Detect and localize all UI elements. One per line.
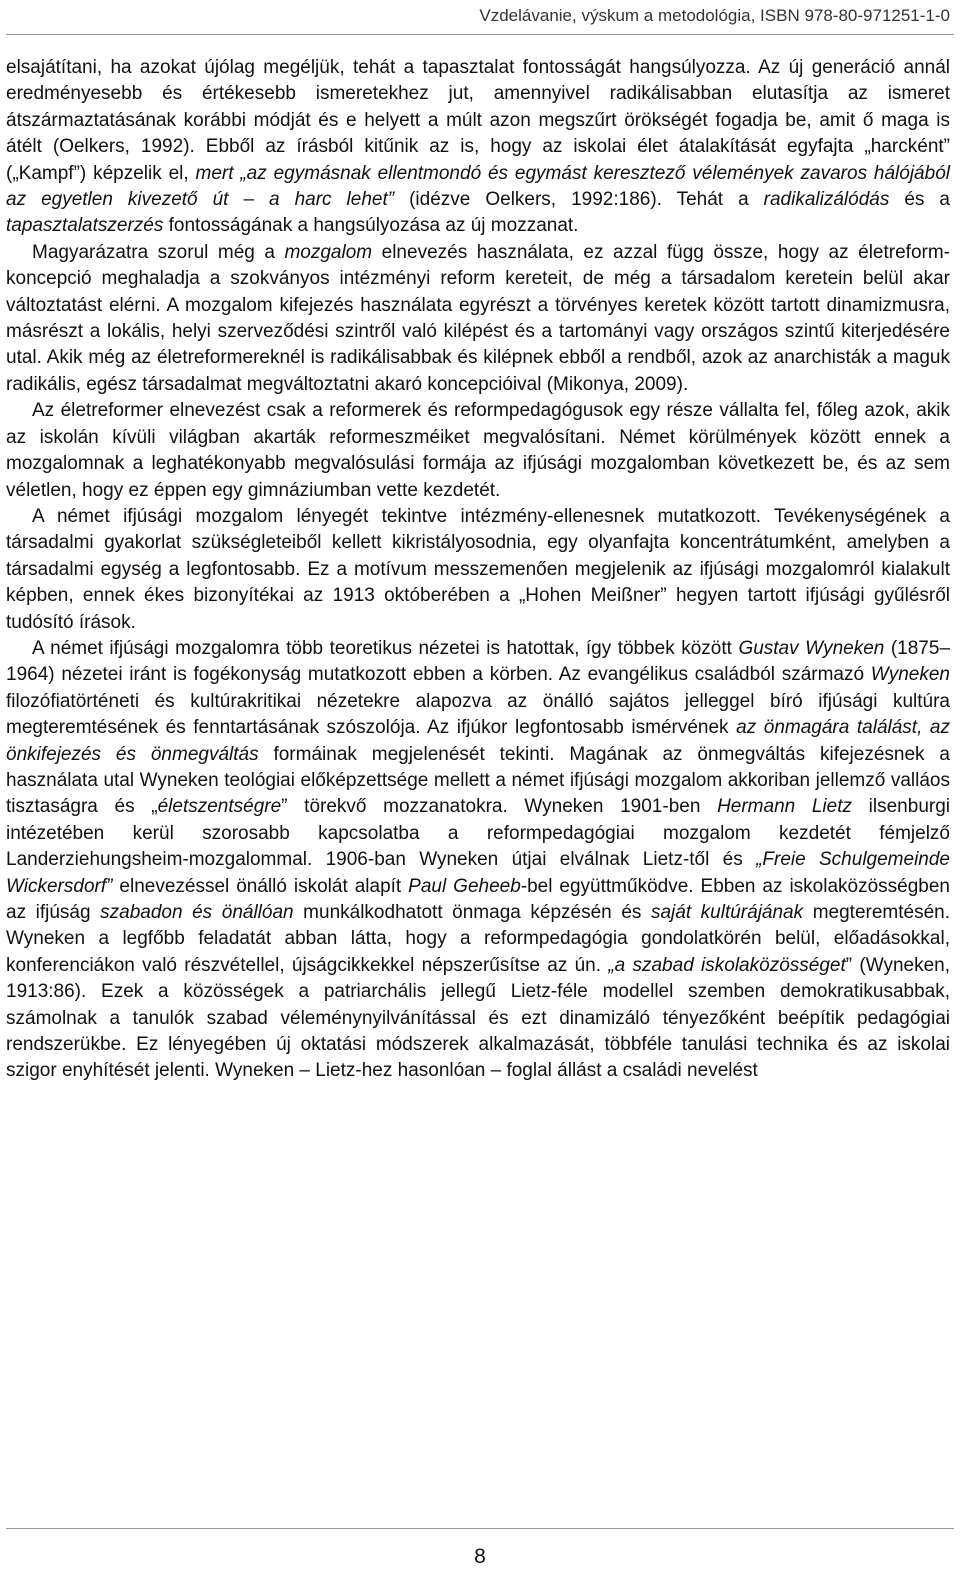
italic-text-run: mert „az egymásnak ellentmondó és egymást keresztező vélemények zavaros hálójából az egyetlen kivezető út – a harc lehet” bbox=[6, 162, 950, 211]
text-run: -bel együttműködve. Ebben az iskolaközösségben az ifjúság bbox=[6, 875, 950, 923]
text-run: ” törekvő mozzanatokra. Wyneken 1901-ben bbox=[281, 796, 718, 818]
italic-text-run: szabadon és önállóan bbox=[100, 902, 294, 923]
text-run: megteremtésén. Wyneken a legfőbb feladatát abban látta, hogy a reformpedagógia gondolatkörén belül, előadásokkal, konferenciákon való részvétellel, újságcikkekkel népszerűsítse az ún. bbox=[6, 902, 950, 976]
italic-text-run: tapasztalatszerzés bbox=[6, 215, 164, 237]
italic-text-run: Hermann Lietz bbox=[717, 796, 853, 818]
italic-text-run: Paul Geheeb bbox=[408, 875, 521, 897]
italic-text-run: életszentségre bbox=[157, 796, 282, 818]
text-run: elnevezéssel önálló iskolát alapít bbox=[112, 875, 409, 897]
italic-text-run: „a szabad iskolaközösséget bbox=[608, 954, 846, 976]
body-paragraph bbox=[6, 504, 950, 636]
italic-text-run: radikalizálódás bbox=[763, 189, 890, 211]
text-run: formáinak megjelenését tekinti. Magának az önmegváltás kifejezésnek a használata utal Wyneken teológiai előképzettsége mellett a német ifjúsági mozgalom akkoriban jellemző valláos tisztaságra és „ bbox=[6, 743, 950, 818]
italic-text-run: az önmagára találást, az önkifejezés és önmegváltás bbox=[6, 717, 950, 765]
text-run: filozófiatörténeti és kultúrakritikai nézetekre alapozva az önálló sajátos jelleggel bíró ifjúsági kultúra megteremtésének és fenntartásának szószolója. Az ifjúkor legfontosabb ismérvének bbox=[6, 690, 950, 739]
page-body bbox=[6, 55, 950, 1085]
text-run: és a bbox=[889, 189, 950, 211]
page-number: 8 bbox=[474, 1545, 486, 1568]
text-run: Az életreformer elnevezést csak a reformerek és reformpedagógusok egy része vállalta fel, főleg azok, akik az iskolán kívüli világban akarták reformeszméiket megvalósítani. Német körülmények között ennek a mozgalomnak a leghatékonyabb megvalósulási formája az ifjúsági mozgalomban következett be, és az sem véletlen, hogy ez éppen egy gimnáziumban vette kezdetét. bbox=[6, 400, 950, 501]
text-run: (idézve Oelkers, 1992:186). Tehát a bbox=[394, 189, 764, 211]
text-run: A német ifjúsági mozgalom lényegét tekintve intézmény-ellenesnek mutatkozott. Tevékenységének a társadalmi gyakorlat szükségleteiből kellett kikristályosodnia, egy olyanfajta koncentrátumként, amelyben a társadalmi egység a legfontosabb. Ez a motívum messzemenően megjelenik az ifjúsági mozgalomról kialakult képben, ennek ékes bizonyítékai az 1913 októberében a „Hohen Meißner” hegyen tartott ifjúsági gyűlésről tudósító írások. bbox=[6, 505, 950, 633]
italic-text-run: „Freie Schulgemeinde Wickersdorf” bbox=[6, 849, 950, 897]
text-run: A német ifjúsági mozgalomra több teoretikus nézetei is hatottak, így többek között bbox=[32, 637, 739, 659]
text-run: munkálkodhatott önmaga képzésén és bbox=[293, 902, 651, 923]
text-run: ” (Wyneken, 1913:86). Ezek a közösségek a patriarchális jellegű Lietz-féle modellel szemben demokratikusabbak, számolnak a tanulók szabad véleménynyilvánítással és ezt dinamizáló tényezőként beépítik pedagógiai rendszerükbe. Ez lényegében új oktatási módszerek alkalmazását, többféle tanulási technika és az iskolai szigor enyhítését jelenti. Wyneken – Lietz-hez hasonlóan – foglal állást a családi nevelést bbox=[6, 954, 951, 1082]
running-header: Vzdelávanie, výskum a metodológia, ISBN 978-80-971251-1-0 bbox=[479, 6, 950, 25]
text-run: ilsenburgi intézetében kerül szorosabb kapcsolatba a reformpedagógiai mozgalom kezdetét fémjelző Landerziehungsheim-mozgalommal. 1906-ban Wyneken útjai elválnak Lietz-től és bbox=[6, 796, 951, 871]
body-paragraph bbox=[6, 636, 950, 1085]
text-run: Magyarázatra szorul még a bbox=[32, 241, 285, 263]
text-run: elsajátítani, ha azokat újólag megéljük, tehát a tapasztalat fontosságát hangsúlyozza. Az új generáció annál eredményesebb és értékesebb ismeretekhez jut, amennyivel radikálisabban elutasítja az ismeret átszármaztatásának korábbi módját és e helyett a múlt azon megszűrt örökségét fogadja be, amit ő maga is átélt (Oelkers, 1992). Ebből az írásból kitűnik az is, hogy az iskolai élet átalakítását egyfajta „harcként” („Kampf”) képzelik el, bbox=[6, 57, 950, 184]
body-paragraph bbox=[6, 398, 950, 504]
body-paragraph bbox=[6, 240, 950, 398]
header-divider bbox=[6, 34, 954, 35]
footer-divider bbox=[6, 1528, 954, 1529]
body-paragraph bbox=[6, 55, 950, 240]
text-run: fontosságának a hangsúlyozása az új mozzanat. bbox=[163, 215, 579, 237]
italic-text-run: Gustav Wyneken bbox=[738, 637, 885, 659]
italic-text-run: saját kultúrájának bbox=[650, 902, 804, 923]
text-run: (1875–1964) nézetei iránt is fogékonyság mutatkozott ebben a körben. Az evangélikus családból származó bbox=[6, 637, 951, 686]
italic-text-run: Wyneken bbox=[870, 664, 950, 686]
italic-text-run: mozgalom bbox=[284, 241, 373, 263]
text-run: elnevezés használata, ez azzal függ össze, hogy az életreform-koncepció meghaladja a szokványos intézményi reform kereteit, de még a társadalom keretein belül akar változtatást elérni. A mozgalom kifejezés használata egyrészt a törvényes keretek között tartott dinamizmusra, másrészt a lokális, helyi szerveződési szintről való kilépést és a tartományi vagy országos szintű kiterjedésére utal. Akik még az életreformereknél is radikálisabbak és kilépnek ebből a rendből, azok az anarchisták a maguk radikális, egész társadalmat megváltoztatni akaró koncepcióival (Mikonya, 2009). bbox=[6, 241, 950, 395]
